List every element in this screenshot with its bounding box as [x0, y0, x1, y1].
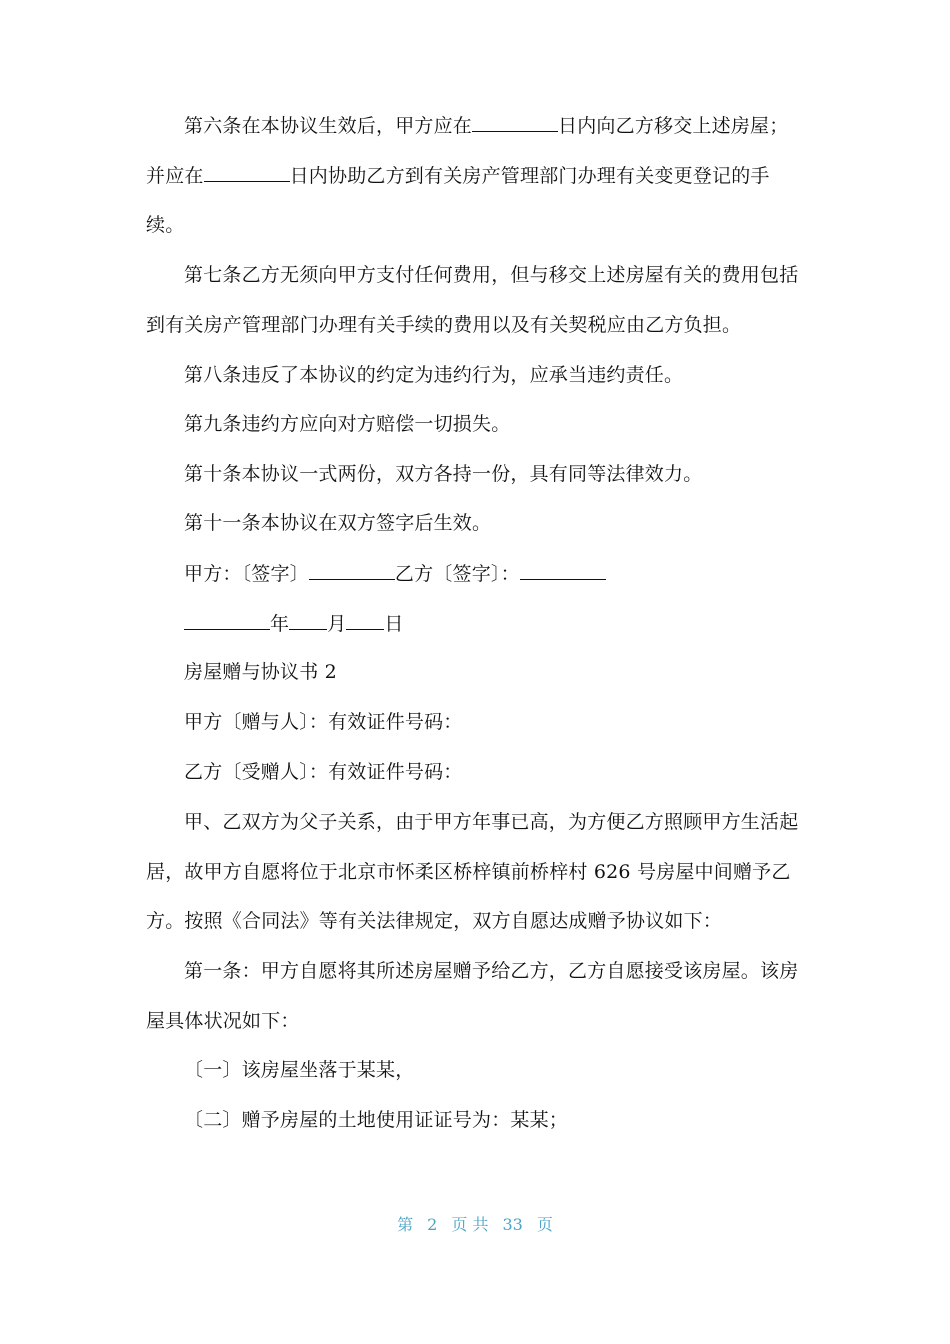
- article-11: 第十一条本协议在双方签字后生效。: [184, 512, 492, 534]
- article-10: 第十条本协议一式两份，双方各持一份，具有同等法律效力。: [184, 463, 703, 485]
- month-label: 月: [327, 613, 347, 635]
- party-a-info: 甲方〔赠与人〕：有效证件号码：: [184, 711, 463, 733]
- article-6-line-2: [146, 163, 806, 188]
- total-pages-number: 33: [502, 1215, 523, 1234]
- preamble-line-2: 居，故甲方自愿将位于北京市怀柔区桥梓镇前桥梓村 626 号房屋中间赠予乙: [146, 861, 791, 883]
- year-blank: [184, 611, 270, 630]
- text-segment: 并应在: [146, 165, 204, 187]
- party-a-signature-label: 甲方：〔签字〕: [184, 563, 309, 585]
- footer-label-end: 页: [536, 1215, 553, 1234]
- article-7-line-2: 到有关房产管理部门办理有关手续的费用以及有关契税应由乙方负担。: [146, 314, 742, 336]
- day-label: 日: [384, 613, 404, 635]
- party-b-signature-blank: [520, 561, 606, 580]
- party-a-signature-blank: [309, 561, 395, 580]
- article-9: 第九条违约方应向对方赔偿一切损失。: [184, 413, 511, 435]
- current-page-number: 2: [427, 1215, 438, 1234]
- preamble-line-1: 甲、乙双方为父子关系，由于甲方年事已高，为方便乙方照顾甲方生活起: [184, 811, 799, 833]
- document-title: 房屋赠与协议书 2: [184, 661, 337, 683]
- page-footer: [0, 1212, 950, 1235]
- party-b-info: 乙方〔受赠人〕：有效证件号码：: [184, 761, 463, 783]
- article-8: 第八条违反了本协议的约定为违约行为，应承当违约责任。: [184, 364, 684, 386]
- article-1-line-2: 屋具体状况如下：: [146, 1010, 300, 1032]
- fill-in-blank: [204, 163, 290, 182]
- text-segment: 日内向乙方移交上述房屋；: [558, 115, 789, 137]
- item-1: 〔一〕该房屋坐落于某某，: [184, 1059, 415, 1081]
- year-label: 年: [270, 613, 290, 635]
- text-segment: 第六条在本协议生效后，甲方应在: [184, 115, 473, 137]
- footer-label-page: 第: [397, 1215, 414, 1234]
- article-7-line-1: 第七条乙方无须向甲方支付任何费用，但与移交上述房屋有关的费用包括: [184, 264, 799, 286]
- fill-in-blank: [472, 113, 558, 132]
- text-segment: 日内协助乙方到有关房产管理部门办理有关变更登记的手: [289, 165, 770, 187]
- party-b-signature-label: 乙方〔签字〕：: [394, 563, 520, 585]
- footer-label-of: 页 共: [451, 1215, 489, 1234]
- day-blank: [346, 611, 384, 630]
- signature-line: [184, 561, 844, 586]
- preamble-line-3: 方。按照《合同法》等有关法律规定，双方自愿达成赠予协议如下：: [146, 910, 723, 932]
- date-line: [184, 611, 844, 636]
- article-6-line-1: [184, 113, 844, 138]
- article-1-line-1: 第一条：甲方自愿将其所述房屋赠予给乙方，乙方自愿接受该房屋。该房: [184, 960, 799, 982]
- article-6-line-3: 续。: [146, 214, 185, 236]
- item-2: 〔二〕赠予房屋的土地使用证证号为：某某；: [184, 1109, 569, 1131]
- month-blank: [289, 611, 327, 630]
